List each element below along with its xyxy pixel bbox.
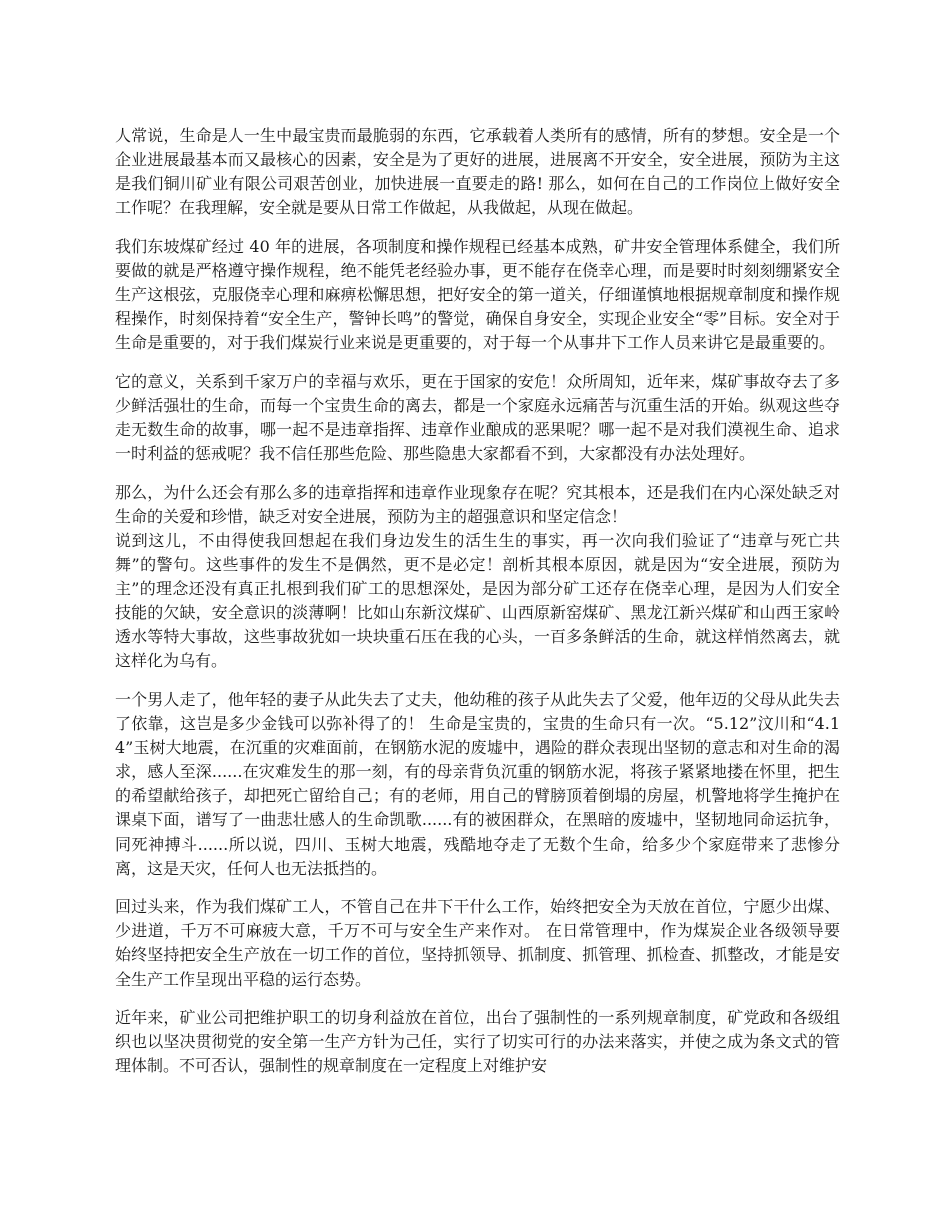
paragraph-1: 人常说，生命是人一生中最宝贵而最脆弱的东西，它承载着人类所有的感情，所有的梦想。安全是一个企业进展最基本而又最核心的因素，安全是为了更好的进展，进展离不开安全，安全进展，预防为主这是我们铜川矿业有限公司艰苦创业，加快进展一直要走的路! 那么，如何在自己的工作岗位上做好安全工作呢？在我理解，安全就是要从日常工作做起，从我做起，从现在做起。	[115, 126, 840, 218]
document-body	[115, 124, 840, 1093]
paragraph-4: 那么，为什么还会有那么多的违章指挥和违章作业现象存在呢？究其根本，还是我们在内心深处缺乏对生命的关爱和珍惜，缺乏对安全进展，预防为主的超强意识和坚定信念！ 说到这儿，不由得使我回想起在我们身边发生的活生生的事实，再一次向我们验证了“违章与死亡共舞”的警句。这些事件的发生不是偶然，更不是必定！剖析其根本原因，就是因为“安全进展，预防为主”的理念还没有真正扎根到我们矿工的思想深处，是因为部分矿工还存在侥幸心理，是因为人们安全技能的欠缺，安全意识的淡薄啊！比如山东新汶煤矿、山西原新窑煤矿、黑龙江新兴煤矿和山西王家岭透水等特大事故，这些事故犹如一块块重石压在我的心头，一百多条鲜活的生命，就这样悄然离去，就这样化为乌有。	[115, 482, 840, 671]
paragraph-5: 一个男人走了，他年轻的妻子从此失去了丈夫，他幼稚的孩子从此失去了父爱，他年迈的父母从此失去了依靠，这岂是多少金钱可以弥补得了的！ 生命是宝贵的，宝贵的生命只有一次。“5.12”汶川和“4.14”玉树大地震，在沉重的灾难面前，在钢筋水泥的废墟中，遇险的群众表现出坚韧的意志和对生命的渴求，感人至深......在灾难发生的那一刻，有的母亲背负沉重的钢筋水泥，将孩子紧紧地搂在怀里，把生的希望献给孩子，却把死亡留给自己；有的老师，用自己的臂膀顶着倒塌的房屋，机警地将学生掩护在课桌下面，谱写了一曲悲壮感人的生命凯歌......有的被困群众，在黑暗的废墟中，坚韧地同命运抗争，同死神搏斗......所以说，四川、玉树大地震，残酷地夺走了无数个生命，给多少个家庭带来了悲惨分离，这是天灾，任何人也无法抵挡的。	[115, 689, 840, 878]
paragraph-2: 我们东坡煤矿经过 40 年的进展，各项制度和操作规程已经基本成熟，矿井安全管理体系健全，我们所要做的就是严格遵守操作规程，绝不能凭老经验办事，更不能存在侥幸心理，而是要时时刻刻绷紧安全生产这根弦，克服侥幸心理和麻痹松懈思想，把好安全的第一道关，仔细谨慎地根据规章制度和操作规程操作，时刻保持着“安全生产，警钟长鸣”的警觉，确保自身安全，实现企业安全“零”目标。安全对于生命是重要的，对于我们煤炭行业来说是更重要的，对于每一个从事井下工作人员来讲它是最重要的。	[115, 236, 840, 353]
paragraph-3: 它的意义，关系到千家万户的幸福与欢乐，更在于国家的安危！众所周知，近年来，煤矿事故夺去了多少鲜活强壮的生命，而每一个宝贵生命的离去，都是一个家庭永远痛苦与沉重生活的开始。纵观这些夺走无数生命的故事，哪一起不是违章指挥、违章作业酿成的恶果呢？哪一起不是对我们漠视生命、追求一时利益的惩戒呢？我不信任那些危险、那些隐患大家都看不到，大家都没有办法处理好。	[115, 371, 840, 464]
paragraph-6: 回过头来，作为我们煤矿工人，不管自己在井下干什么工作，始终把安全为天放在首位，宁愿少出煤、少进道，千万不可麻疲大意，千万不可与安全生产来作对。 在日常管理中，作为煤炭企业各级领导要始终坚持把安全生产放在一切工作的首位，坚持抓领导、抓制度、抓管理、抓检查、抓整改，才能是安全生产工作呈现出平稳的运行态势。	[115, 897, 840, 989]
paragraph-7: 近年来，矿业公司把维护职工的切身利益放在首位，出台了强制性的一系列规章制度，矿党政和各级组织也以坚决贯彻党的安全第一生产方针为己任，实行了切实可行的办法来落实，并使之成为条文式的管理体制。不可否认，强制性的规章制度在一定程度上对维护安	[115, 1008, 840, 1076]
